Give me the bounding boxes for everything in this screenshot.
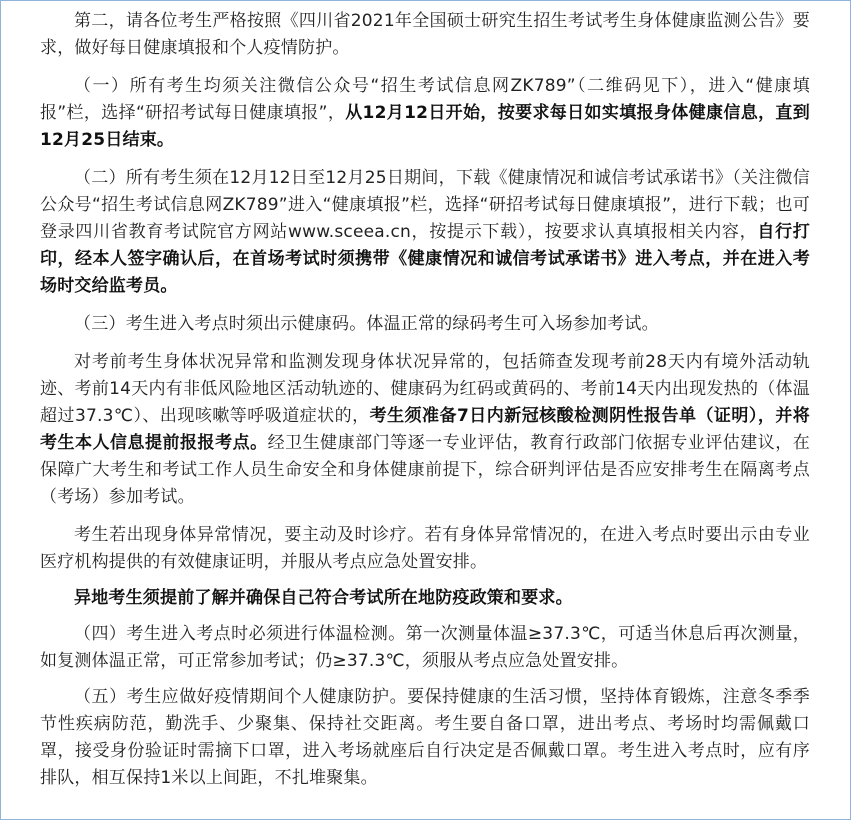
paragraph-intro: 第二，请各位考生严格按照《四川省2021年全国硕士研究生招生考试考生身体健康监测公告》要求，做好每日健康填报和个人疫情防护。: [40, 11, 810, 58]
paragraph-temperature-check: （四）考生进入考点时必须进行体温检测。第一次测量体温≥37.3℃，可适当休息后再次测量，如复测体温正常，可正常参加考试；仍≥37.3℃，须服从考点应急处置安排。: [40, 624, 810, 671]
notice-document: [40, 8, 810, 792]
paragraph-text: （二）所有考生须在12月12日至12月25日期间，下载《健康情况和诚信考试承诺书》（关注微信公众号“招生考试信息网ZK789”进入“健康填报”栏，选择“研招考试每日健康填报”，进行下载；也可登录四川省教育考试院官方网站www.sceea.cn，按提示下载），按要求认真填报相关内容，: [40, 168, 810, 242]
paragraph-health-code: （三）考生进入考点时须出示健康码。体温正常的绿码考生可入场参加考试。: [74, 314, 659, 334]
paragraph-personal-protection: （五）考生应做好疫情期间个人健康防护。要保持健康的生活习惯，坚持体育锻炼，注意冬季季节性疾病防范，勤洗手、少聚集、保持社交距离。考生要自备口罩，进出考点、考场时均需佩戴口罩，接受身份验证时需摘下口罩，进入考场就座后自行决定是否佩戴口罩。考生进入考点时，应有序排队，相互保持1米以上间距，不扎堆聚集。: [40, 687, 810, 788]
paragraph-text: （一）所有考生均须关注微信公众号“招生考试信息网ZK789”（二维码见下），进入“健康填报”栏，选择“研招考试每日健康填报”，: [40, 76, 810, 123]
paragraph-text: 经卫生健康部门等逐一专业评估，教育行政部门依据专业评估建议，在保障广大考生和考试工作人员生命安全和身体健康前提下，综合研判评估是否应安排考生在隔离考点（考场）参加考试。: [40, 433, 810, 507]
paragraph-medical-treatment: 考生若出现身体异常情况，要主动及时诊疗。若有身体异常情况的，在进入考点时要出示由专业医疗机构提供的有效健康证明，并服从考点应急处置安排。: [40, 525, 810, 572]
paragraph-emphasis: 从12月12日开始，按要求每日如实填报身体健康信息，直到12月25日结束。: [40, 103, 810, 150]
paragraph-emphasis: 自行打印，经本人签字确认后，在首场考试时须携带《健康情况和诚信考试承诺书》进入考点，并在进入考场时交给监考员。: [40, 222, 810, 296]
paragraph-emphasis: 考生须准备7日内新冠核酸检测阴性报告单（证明），并将考生本人信息提前报报考点。: [40, 406, 810, 453]
paragraph-text: 对考前考生身体状况异常和监测发现身体状况异常的，包括筛查发现考前28天内有境外活动轨迹、考前14天内有非低风险地区活动轨迹的、健康码为红码或黄码的、考前14天内出现发热的（体温超过37.3℃）、出现咳嗽等呼吸道症状的，: [40, 352, 810, 426]
paragraph-nonlocal-candidates: 异地考生须提前了解并确保自己符合考试所在地防疫政策和要求。: [74, 588, 573, 608]
paragraph-health-reporting: [40, 73, 810, 154]
paragraph-abnormal-status: [40, 349, 810, 511]
paragraph-commitment-form: [40, 165, 810, 300]
